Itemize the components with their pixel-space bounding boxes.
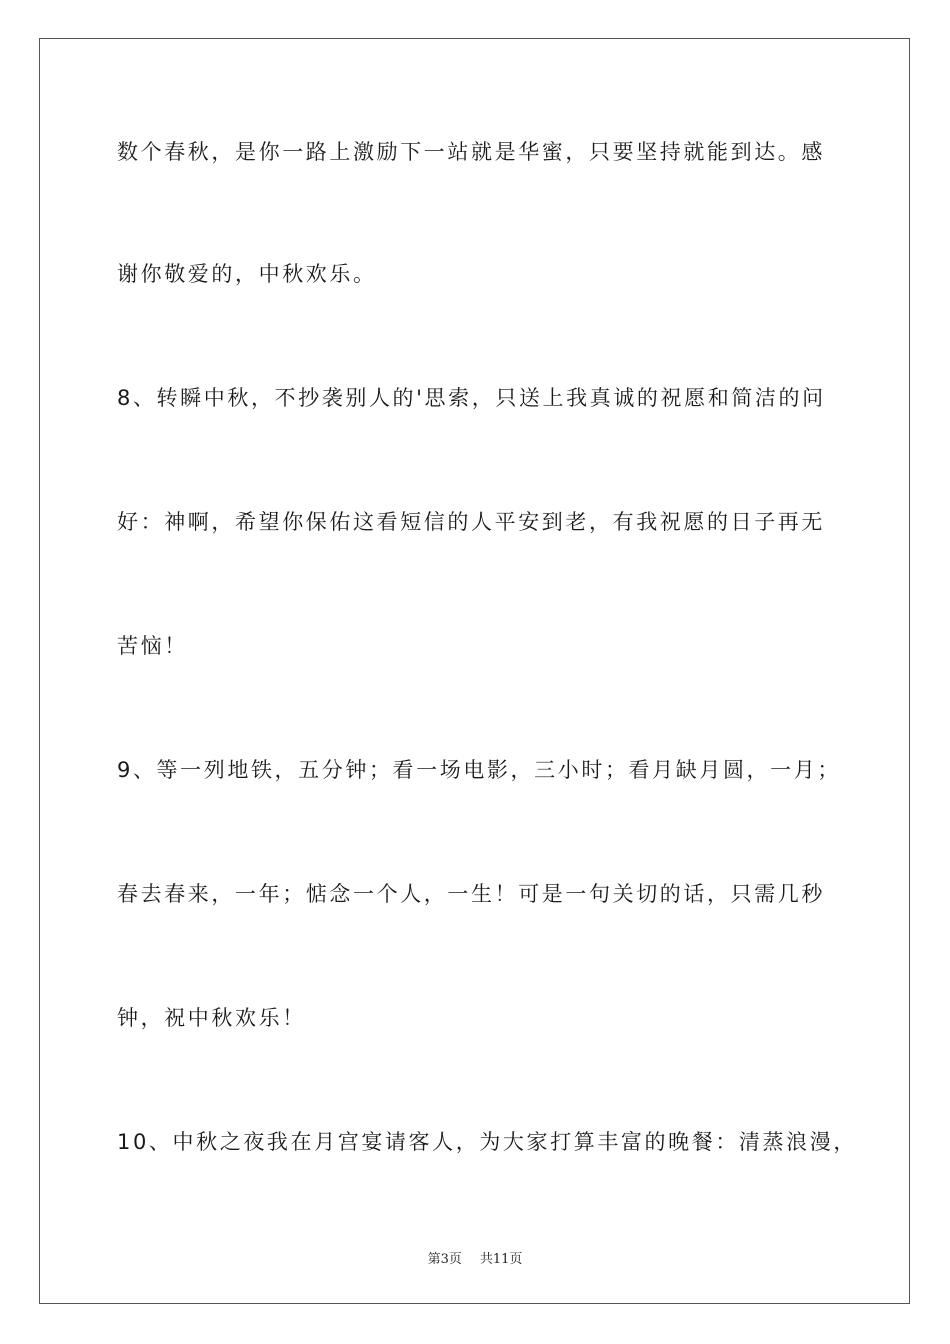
text-line-4: 好：神啊，希望你保佑这看短信的人平安到老，有我祝愿的日子再无 bbox=[117, 510, 825, 534]
page-footer bbox=[0, 1248, 950, 1267]
text-line-9: 10、中秋之夜我在月宫宴请客人，为大家打算丰富的晚餐：清蒸浪漫， bbox=[117, 1130, 857, 1154]
page-frame bbox=[39, 38, 910, 1304]
text-line-2: 谢你敬爱的，中秋欢乐。 bbox=[117, 262, 377, 286]
text-line-1: 数个春秋，是你一路上激励下一站就是华蜜，只要坚持就能到达。感 bbox=[117, 140, 825, 164]
page-total: 共11页 bbox=[479, 1252, 523, 1267]
text-line-8: 钟，祝中秋欢乐！ bbox=[117, 1006, 306, 1030]
text-line-5: 苦恼！ bbox=[117, 634, 188, 658]
text-line-7: 春去春来，一年；惦念一个人，一生！可是一句关切的话，只需几秒 bbox=[117, 882, 825, 906]
text-line-6: 9、等一列地铁，五分钟；看一场电影，三小时；看月缺月圆，一月； bbox=[117, 758, 841, 782]
text-line-3: 8、转瞬中秋，不抄袭别人的'思索，只送上我真诚的祝愿和简洁的问 bbox=[117, 386, 826, 410]
page-number: 第3页 bbox=[427, 1252, 462, 1267]
